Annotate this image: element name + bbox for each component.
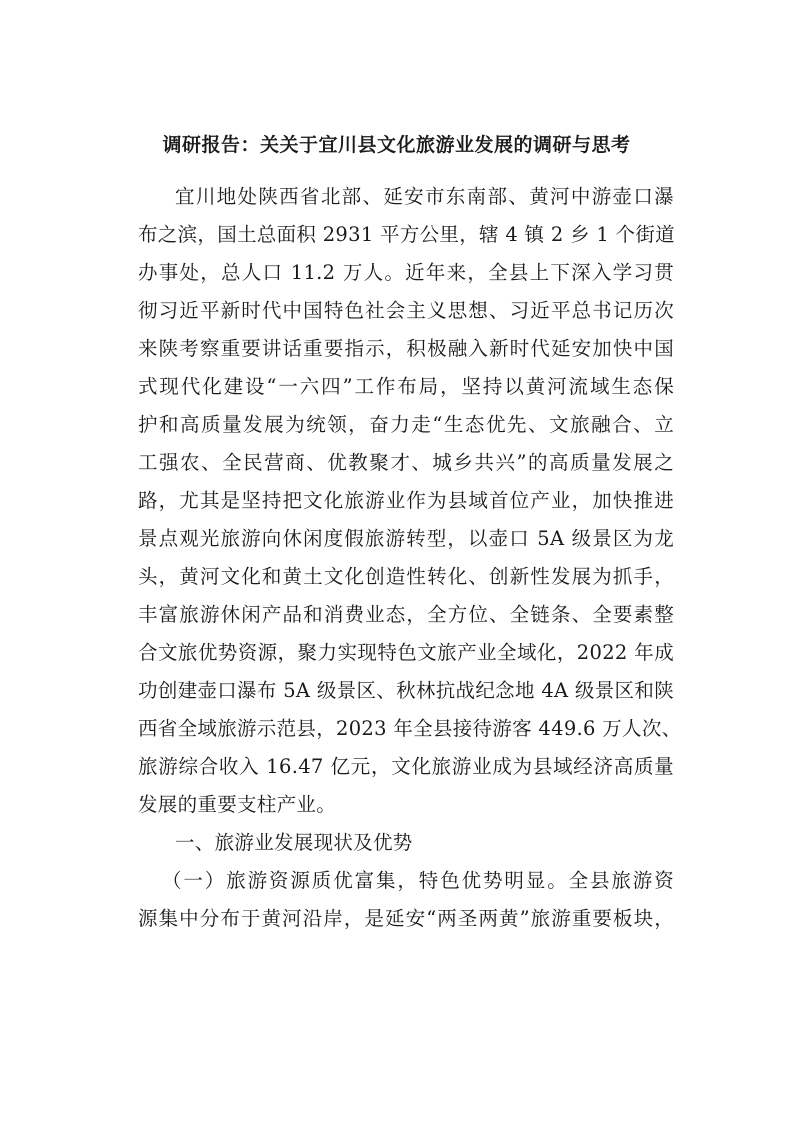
paragraph-line: 办事处，总人口 11.2 万人。近年来，全县上下深入学习贯 — [138, 261, 674, 284]
paragraph-line: 宜川地处陕西省北部、延安市东南部、黄河中游壶口瀑 — [175, 185, 674, 208]
paragraph-line: 发展的重要支柱产业。 — [138, 793, 337, 816]
paragraph-line: 景点观光旅游向休闲度假旅游转型，以壶口 5A 级景区为龙 — [138, 527, 674, 550]
paragraph-line: 彻习近平新时代中国特色社会主义思想、习近平总书记历次 — [138, 299, 674, 322]
subsection-line: （一）旅游资源质优富集，特色优势明显。全县旅游资 — [162, 869, 674, 892]
paragraph-line: 旅游综合收入 16.47 亿元，文化旅游业成为县域经济高质量 — [138, 755, 674, 778]
paragraph-line: 功创建壶口瀑布 5A 级景区、秋林抗战纪念地 4A 级景区和陕 — [138, 679, 674, 702]
paragraph-line: 工强农、全民营商、优教聚才、城乡共兴”的高质量发展之 — [138, 451, 674, 474]
section-heading: 一、旅游业发展现状及优势 — [175, 831, 413, 854]
paragraph-line: 式现代化建设“一六四”工作布局，坚持以黄河流域生态保 — [138, 375, 674, 398]
paragraph-line: 布之滨，国土总面积 2931 平方公里，辖 4 镇 2 乡 1 个街道 — [138, 223, 675, 246]
subsection-line: 源集中分布于黄河沿岸，是延安“两圣两黄”旅游重要板块， — [138, 907, 674, 930]
paragraph-line: 合文旅优势资源，聚力实现特色文旅产业全域化，2022 年成 — [138, 641, 674, 664]
paragraph-line: 护和高质量发展为统领，奋力走“生态优先、文旅融合、立 — [138, 413, 674, 436]
paragraph-line: 路，尤其是坚持把文化旅游业作为县域首位产业，加快推进 — [138, 489, 674, 512]
paragraph-line: 来陕考察重要讲话重要指示，积极融入新时代延安加快中国 — [138, 337, 674, 360]
paragraph-line: 头，黄河文化和黄土文化创造性转化、创新性发展为抓手， — [138, 565, 674, 588]
paragraph-line: 西省全域旅游示范县，2023 年全县接待游客 449.6 万人次、 — [138, 717, 682, 740]
paragraph-line: 丰富旅游休闲产品和消费业态，全方位、全链条、全要素整 — [138, 603, 674, 626]
document-title: 调研报告：关关于宜川县文化旅游业发展的调研与思考 — [162, 134, 631, 156]
